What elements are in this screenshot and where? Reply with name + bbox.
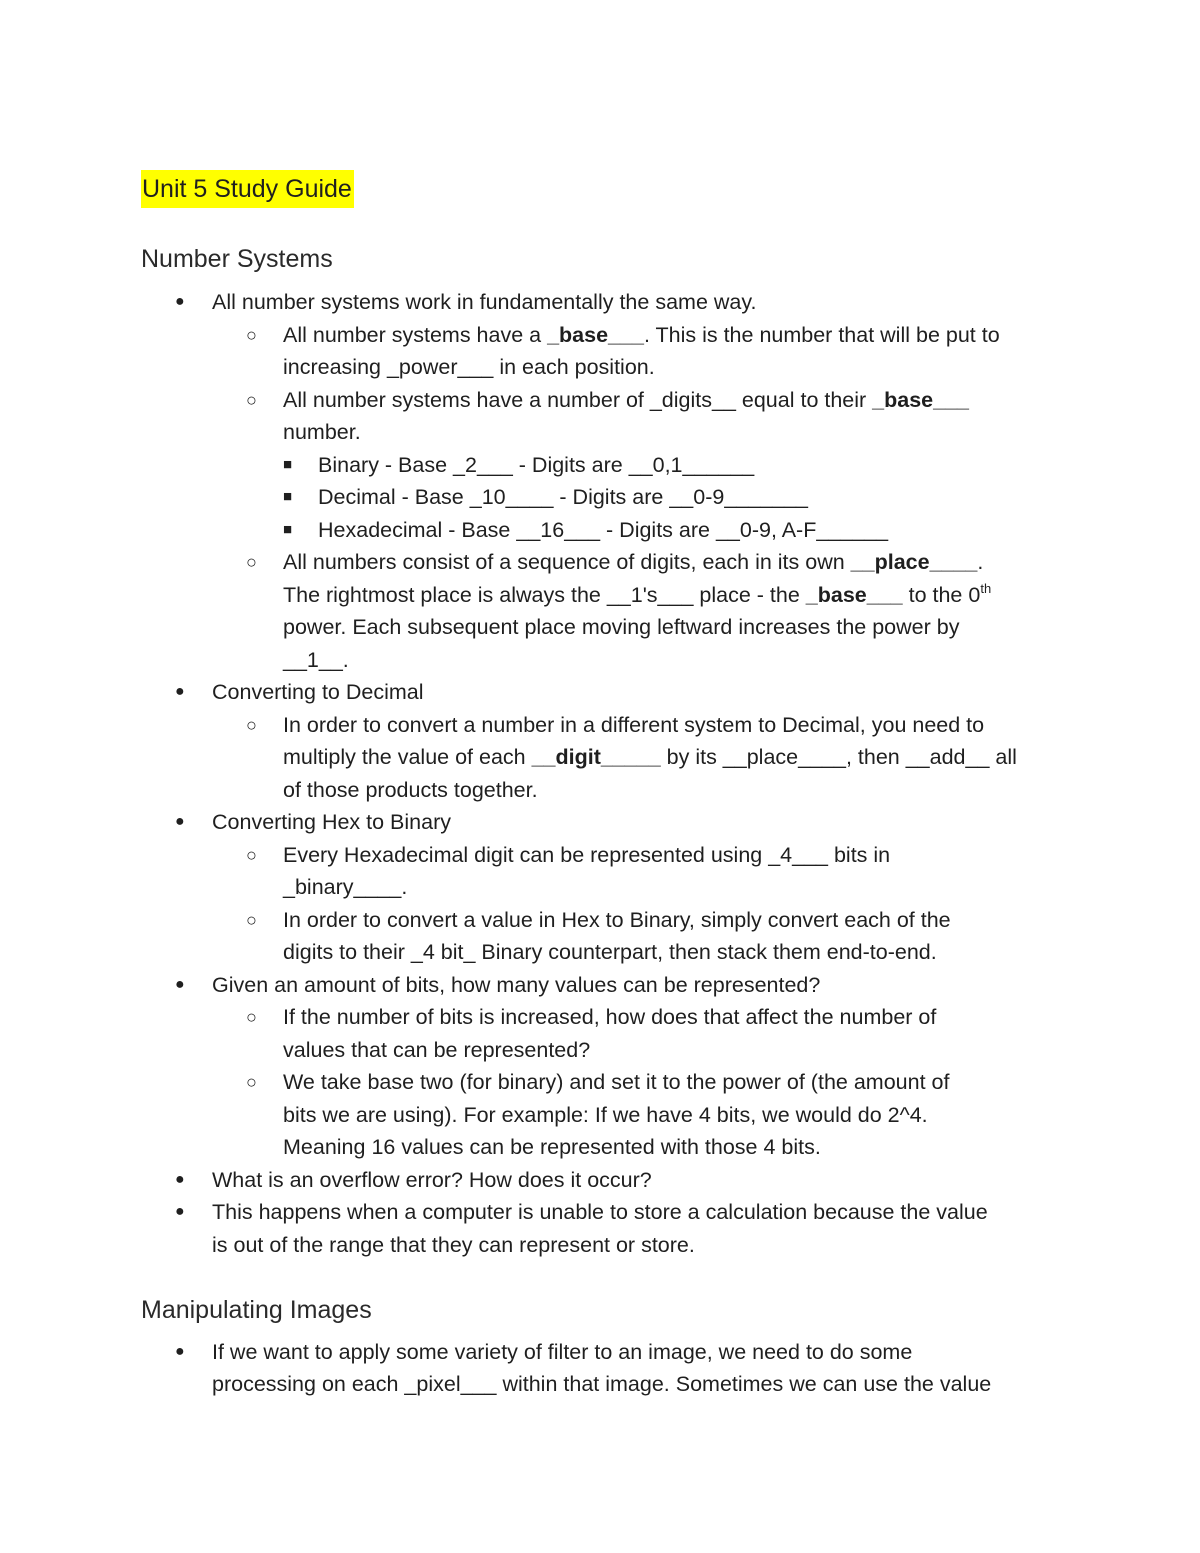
document-title: Unit 5 Study Guide <box>141 170 354 208</box>
bullet-icon: ○ <box>246 325 257 345</box>
bullet-icon: ● <box>175 1203 185 1220</box>
bullet-icon: ○ <box>246 715 257 735</box>
bullet-icon: ○ <box>246 1007 257 1027</box>
list-item: This happens when a computer is unable to store a calculation because the value <box>212 1200 988 1224</box>
bullet-icon: ○ <box>246 552 257 572</box>
bullet-icon: ■ <box>283 521 293 538</box>
list-item: In order to convert a value in Hex to Binary, simply convert each of the <box>283 908 951 932</box>
bullet-icon: ● <box>175 813 185 830</box>
list-item: Hexadecimal - Base __16___ - Digits are __0-9, A-F______ <box>318 518 889 542</box>
section-heading: Manipulating Images <box>141 1296 372 1324</box>
section-heading: Number Systems <box>141 245 333 273</box>
list-item-continuation: of those products together. <box>283 778 538 802</box>
list-item: We take base two (for binary) and set it to the power of (the amount of <box>283 1070 950 1094</box>
list-item-continuation: digits to their _4 bit_ Binary counterpart, then stack them end-to-end. <box>283 940 937 964</box>
list-item: In order to convert a number in a different system to Decimal, you need to <box>283 713 985 737</box>
bullet-icon: ● <box>175 976 185 993</box>
list-item: Given an amount of bits, how many values can be represented? <box>212 973 821 997</box>
bullet-icon: ○ <box>246 1072 257 1092</box>
list-item-continuation: values that can be represented? <box>283 1038 591 1062</box>
list-item-continuation: Meaning 16 values can be represented with those 4 bits. <box>283 1135 821 1159</box>
bullet-icon: ● <box>175 293 185 310</box>
list-item-continuation: bits we are using). For example: If we have 4 bits, we would do 2^4. <box>283 1103 928 1127</box>
list-item: Converting Hex to Binary <box>212 810 451 834</box>
list-item: If the number of bits is increased, how does that affect the number of <box>283 1005 937 1029</box>
bullet-icon: ● <box>175 683 185 700</box>
list-item-continuation: increasing _power___ in each position. <box>283 355 655 379</box>
list-item-continuation: is out of the range that they can represent or store. <box>212 1233 695 1257</box>
list-item-continuation: multiply the value of each __digit_____ by its __place____, then __add__ all <box>283 745 1017 769</box>
list-item: Binary - Base _2___ - Digits are __0,1______ <box>318 453 755 477</box>
bullet-icon: ● <box>175 1343 185 1360</box>
list-item-continuation: power. Each subsequent place moving leftward increases the power by <box>283 615 960 639</box>
list-item: All number systems have a _base___. This is the number that will be put to <box>283 323 1000 347</box>
list-item-continuation: _binary____. <box>283 875 408 899</box>
bullet-icon: ■ <box>283 488 293 505</box>
list-item-continuation: The rightmost place is always the __1's___ place - the _base___ to the 0th <box>283 581 992 607</box>
list-item: All number systems have a number of _digits__ equal to their _base___ <box>283 388 970 412</box>
list-item: All numbers consist of a sequence of digits, each in its own __place____. <box>283 550 984 574</box>
bullet-icon: ○ <box>246 910 257 930</box>
bullet-icon: ○ <box>246 390 257 410</box>
list-item-continuation: __1__. <box>283 648 349 672</box>
list-item: All number systems work in fundamentally the same way. <box>212 290 757 314</box>
bullet-icon: ● <box>175 1171 185 1188</box>
list-item: Every Hexadecimal digit can be represented using _4___ bits in <box>283 843 891 867</box>
list-item-continuation: processing on each _pixel___ within that image. Sometimes we can use the value <box>212 1372 992 1396</box>
list-item: Converting to Decimal <box>212 680 424 704</box>
bullet-icon: ○ <box>246 845 257 865</box>
list-item: Decimal - Base _10____ - Digits are __0-9_______ <box>318 485 809 509</box>
list-item: If we want to apply some variety of filter to an image, we need to do some <box>212 1340 913 1364</box>
list-item: What is an overflow error? How does it occur? <box>212 1168 652 1192</box>
bullet-icon: ■ <box>283 456 293 473</box>
list-item-continuation: number. <box>283 420 361 444</box>
